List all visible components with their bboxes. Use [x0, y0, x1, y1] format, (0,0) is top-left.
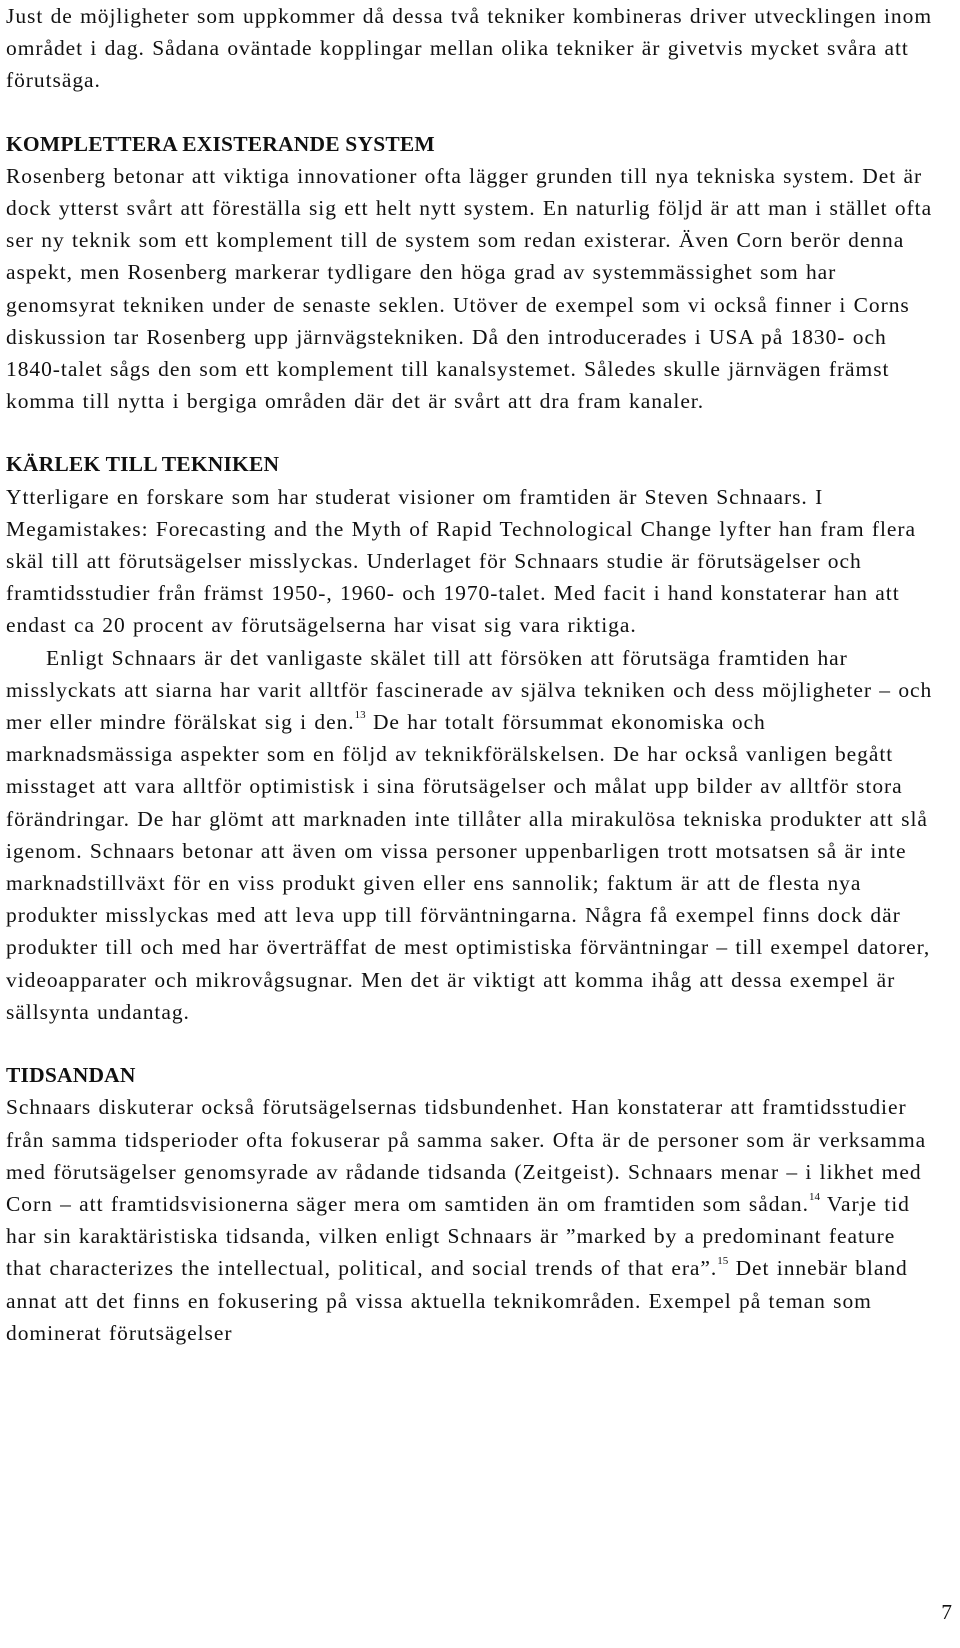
paragraph-text: Varje tid har sin karaktäristiska tidsanda, vilken enligt Schnaars är ”marked by a predominant feature that characterizes the intellectual, political, and social trends of that era”.: [6, 1191, 910, 1281]
section-gap: [6, 417, 936, 448]
footnote-ref-14: 14: [808, 1190, 820, 1203]
section-paragraph-tidsandan: [6, 1091, 936, 1349]
section-heading-komplettera: KOMPLETTERA EXISTERANDE SYSTEM: [6, 131, 435, 156]
section-paragraph-karlek-1: Ytterligare en forskare som har studerat visioner om framtiden är Steven Schnaars. I Megamistakes: Forecasting and the Myth of Rapid Technological Change lyfter han fram flera skäl till att förutsägelser misslyckas. Underlaget för Schnaars studie är förutsägelser och framtidsstudier från främst 1950-, 1960- och 1970-talet. Med facit i hand konstaterar han att endast ca 20 procent av förutsägelserna har visat sig vara riktiga.: [6, 484, 916, 638]
section-paragraph-komplettera: Rosenberg betonar att viktiga innovationer ofta lägger grunden till nya tekniska system. Det är dock ytterst svårt att föreställa sig ett helt nytt system. En naturlig följd är att man i stället ofta ser ny teknik som ett komplement till de system som redan existerar. Även Corn berör denna aspekt, men Rosenberg markerar tydligare den höga grad av systemmässighet som har genomsyrat tekniken under de senaste seklen. Utöver de exempel som vi också finner i Corns diskussion tar Rosenberg upp järnvägstekniken. Då den introducerades i USA på 1830- och 1840-talet sågs den som ett komplement till kanalsystemet. Således skulle järnvägen främst komma till nytta i bergiga områden där det är svårt att dra fram kanaler.: [6, 163, 933, 414]
section-gap: [6, 1028, 936, 1059]
intro-paragraph: Just de möjligheter som uppkommer då dessa två tekniker kombineras driver utvecklingen inom området i dag. Sådana oväntade kopplingar mellan olika tekniker är givetvis mycket svåra att förutsäga.: [6, 4, 933, 93]
section-paragraph-karlek-2: [6, 642, 936, 1028]
paragraph-text: De har totalt försummat ekonomiska och marknadsmässiga aspekter som en följd av teknikförälskelsen. De har också vanligen begått misstaget att vara alltför optimistisk i sina förutsägelser och målat upp bilder av alltför stora förändringar. De har glömt att marknaden inte tillåter alla mirakulösa tekniska produkter att slå igenom. Schnaars betonar att även om vissa personer uppenbarligen trott motsatsen så är inte marknadstillväxt för en viss produkt given eller ens sannolik; faktum är att de flesta nya produkter misslyckas med att leva upp till förväntningarna. Några få exempel finns dock där produkter till och med har överträffat de mest optimistiska förväntningar – till exempel datorer, videoapparater och mikrovågsugnar. Men det är viktigt att komma ihåg att dessa exempel är sällsynta undantag.: [6, 710, 931, 1024]
section-gap: [6, 97, 936, 128]
footnote-ref-15: 15: [717, 1255, 729, 1268]
section-heading-karlek: KÄRLEK TILL TEKNIKEN: [6, 452, 280, 477]
paragraph-text: Det innebär bland annat att det finns en fokusering på vissa aktuella teknikområden. Exempel på teman som dominerat förutsägelser: [6, 1256, 908, 1345]
paragraph-text: Schnaars diskuterar också förutsägelsernas tidsbundenhet. Han konstaterar att framtidsstudier från samma tidsperioder ofta fokuserar på samma saker. Ofta är de personer som är verksamma med förutsägelser genomsyrade av rådande tidsanda (Zeitgeist). Schnaars menar – i likhet med Corn – att framtidsvisionerna säger mera om samtiden än om framtiden som sådan.: [6, 1095, 927, 1216]
paragraph-text: Enligt Schnaars är det vanligaste skälet till att försöken att förutsäga framtiden har misslyckats att siarna har varit alltför fascinerade av själva tekniken och dess möjligheter – och mer eller mindre förälskat sig i den.: [6, 645, 933, 735]
document-page: [6, 0, 936, 1349]
footnote-ref-13: 13: [354, 709, 366, 722]
page-number: 7: [941, 1600, 952, 1624]
section-heading-tidsandan: TIDSANDAN: [6, 1063, 136, 1088]
